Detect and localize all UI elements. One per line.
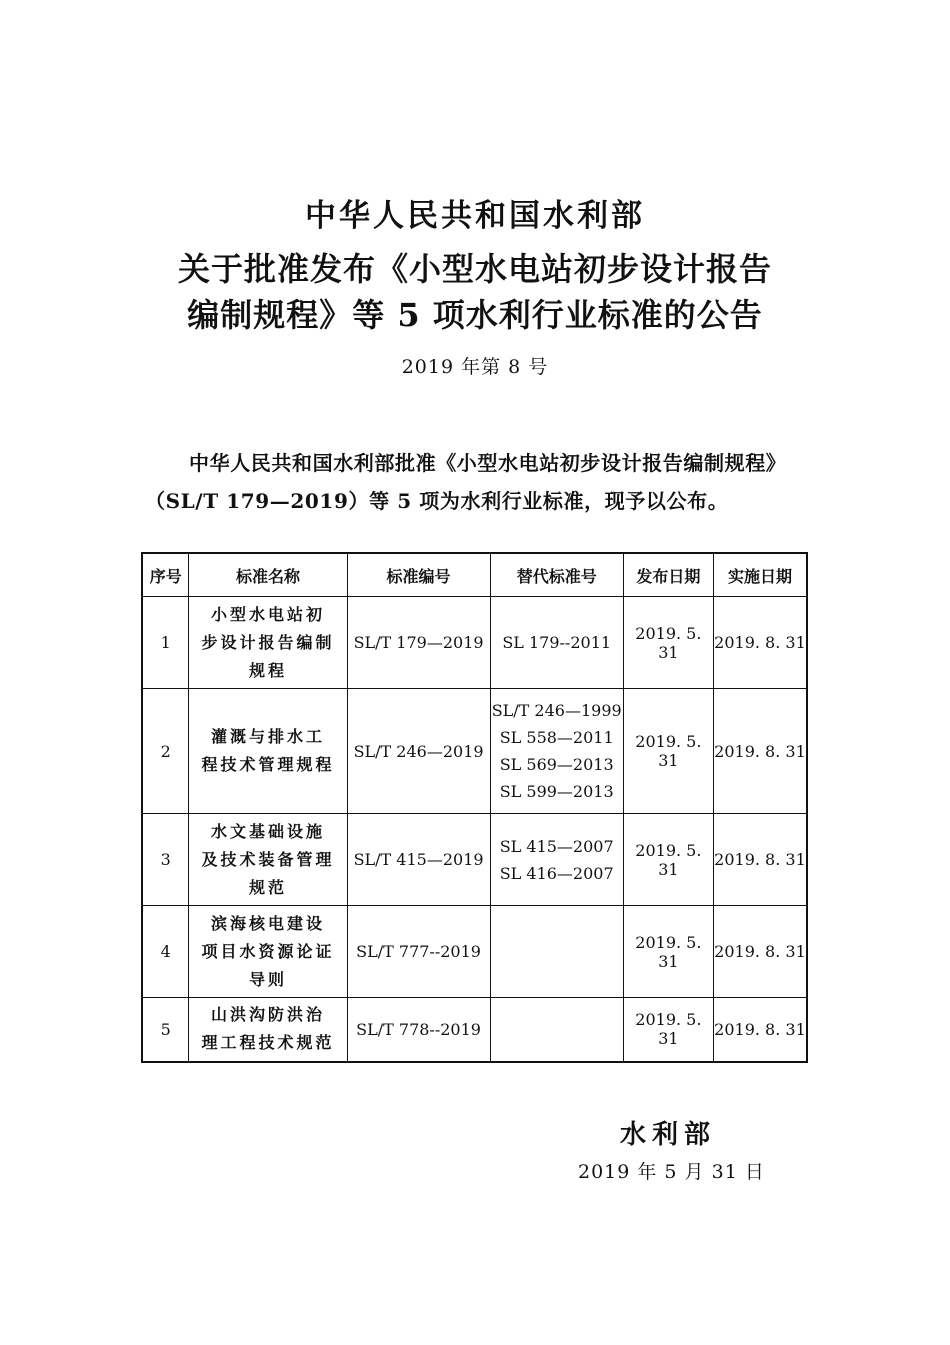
- ministry-name: 中华人民共和国水利部: [305, 198, 645, 234]
- table-header-row: [142, 553, 807, 597]
- row-code: SL/T 778--2019: [347, 998, 490, 1062]
- table-row: [142, 814, 807, 906]
- row-name-line: 灌溉与排水工: [210, 727, 325, 746]
- row-published: 2019. 5. 31: [623, 814, 713, 906]
- row-name-line: 理工程技术规范: [201, 1033, 335, 1053]
- row-name: [189, 998, 347, 1062]
- replaced-standard: SL 569—2013: [499, 755, 614, 774]
- row-name-line: 滨海核电建设: [210, 913, 325, 933]
- row-effective: 2019. 8. 31: [713, 998, 807, 1062]
- row-name-line: 规范: [248, 877, 287, 897]
- replaced-standard: SL 416—2007: [499, 863, 614, 883]
- header-effective: 实施日期: [713, 553, 807, 597]
- row-index: 5: [142, 998, 189, 1062]
- replaced-standard: SL 179--2011: [502, 633, 612, 652]
- announcement-number: 2019 年第 8 号: [401, 356, 549, 378]
- header-name: 标准名称: [189, 553, 347, 597]
- row-name: [189, 689, 347, 814]
- title-line-2: 编制规程》等 5 项水利行业标准的公告: [187, 296, 763, 334]
- row-name-line: 及技术装备管理: [201, 849, 335, 869]
- table-row: [142, 597, 807, 689]
- header-replaces: 替代标准号: [490, 553, 623, 597]
- replaced-standard: SL 599—2013: [499, 782, 614, 801]
- replaced-standard: SL 558—2011: [499, 728, 614, 747]
- row-replaces: [490, 689, 623, 814]
- row-published: 2019. 5. 31: [623, 597, 713, 689]
- row-replaces: [490, 814, 623, 906]
- title-line-1: 关于批准发布《小型水电站初步设计报告: [177, 250, 772, 288]
- header-published: 发布日期: [623, 553, 713, 597]
- row-effective: 2019. 8. 31: [713, 906, 807, 998]
- row-code: SL/T 415—2019: [347, 814, 490, 906]
- row-name-line: 山洪沟防洪治: [210, 1005, 325, 1025]
- header-index: 序号: [142, 553, 189, 597]
- row-name: [189, 906, 347, 998]
- row-code: SL/T 179—2019: [347, 597, 490, 689]
- row-index: 3: [142, 814, 189, 906]
- table-row: [142, 906, 807, 998]
- row-name-line: 程技术管理规程: [201, 755, 335, 774]
- table-row: [142, 689, 807, 814]
- row-name-line: 小型水电站初: [210, 604, 325, 624]
- signature-date: 2019 年 5 月 31 日: [578, 1161, 765, 1183]
- row-effective: 2019. 8. 31: [713, 814, 807, 906]
- row-name-line: 水文基础设施: [210, 821, 325, 841]
- row-published: 2019. 5. 31: [623, 998, 713, 1062]
- row-index: 2: [142, 689, 189, 814]
- table-row: [142, 998, 807, 1062]
- row-published: 2019. 5. 31: [623, 689, 713, 814]
- row-name: [189, 597, 347, 689]
- row-replaces: [490, 906, 623, 998]
- row-code: SL/T 777--2019: [347, 906, 490, 998]
- row-replaces: [490, 998, 623, 1062]
- replaced-standard: SL 415—2007: [499, 836, 614, 856]
- row-effective: 2019. 8. 31: [713, 689, 807, 814]
- row-published: 2019. 5. 31: [623, 906, 713, 998]
- row-name: [189, 814, 347, 906]
- row-name-line: 规程: [248, 660, 287, 680]
- row-effective: 2019. 8. 31: [713, 597, 807, 689]
- standards-table: [141, 552, 808, 1063]
- signer-name: 水利部: [620, 1120, 717, 1150]
- replaced-standard: SL/T 246—1999: [491, 701, 622, 720]
- announcement-title: [0, 246, 950, 338]
- row-replaces: [490, 597, 623, 689]
- row-code: SL/T 246—2019: [347, 689, 490, 814]
- header-code: 标准编号: [347, 553, 490, 597]
- row-name-line: 导则: [248, 969, 287, 989]
- row-name-line: 步设计报告编制: [201, 632, 335, 652]
- body-paragraph: 中华人民共和国水利部批准《小型水电站初步设计报告编制规程》（SL/T 179—2019）等 5 项为水利行业标准，现予以公布。: [145, 451, 787, 513]
- row-index: 1: [142, 597, 189, 689]
- row-index: 4: [142, 906, 189, 998]
- row-name-line: 项目水资源论证: [201, 941, 335, 961]
